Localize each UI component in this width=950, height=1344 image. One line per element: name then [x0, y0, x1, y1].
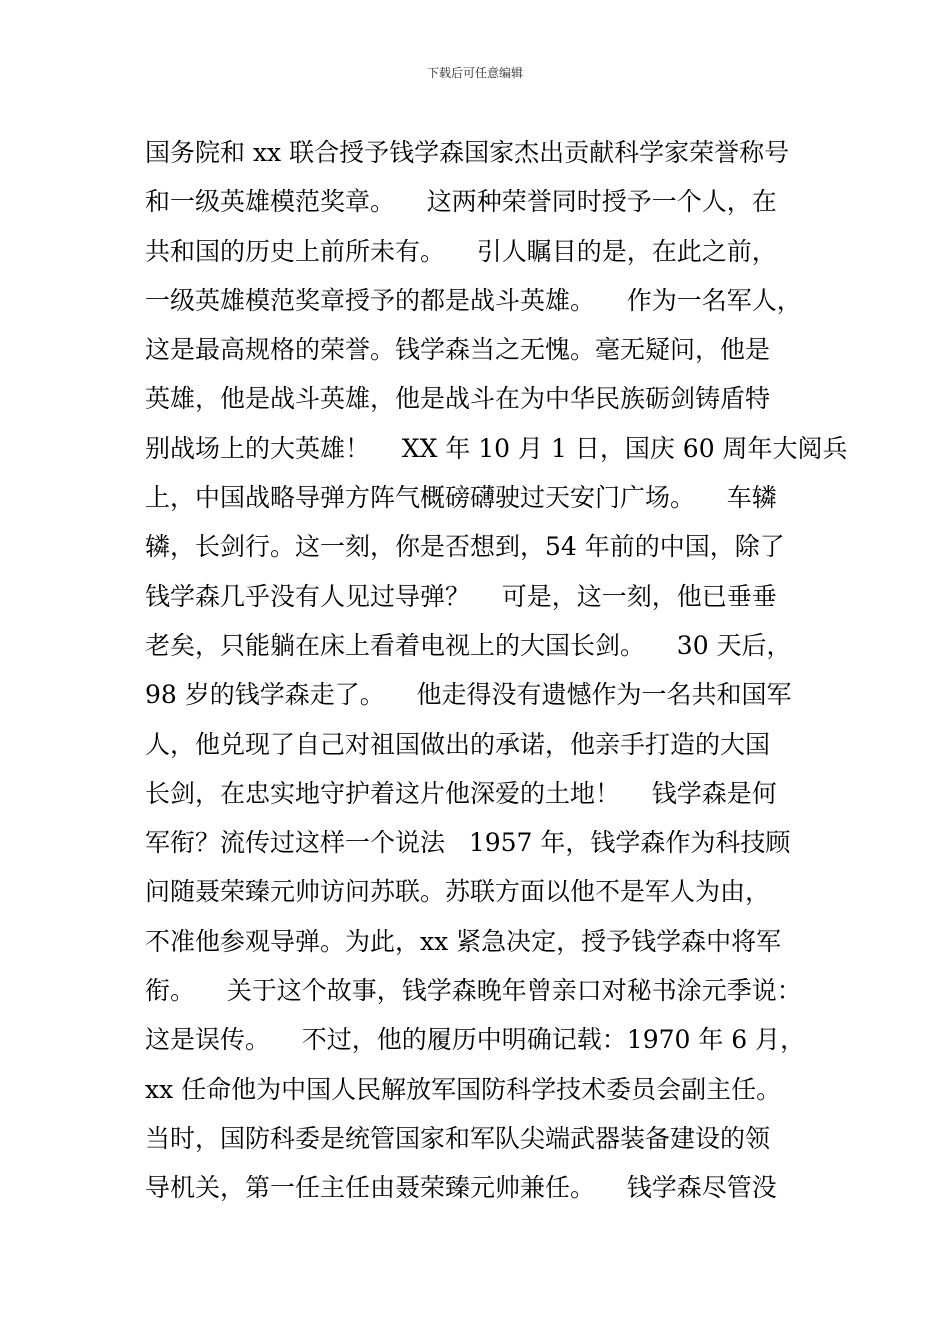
text-line: xx 任命他为中国人民解放军国防科学技术委员会副主任。: [145, 1074, 782, 1104]
text-line: 这是最高规格的荣誉。钱学森当之无愧。毫无疑问，他是: [145, 335, 771, 365]
text-line: 国务院和 xx 联合授予钱学森国家杰出贡献科学家荣誉称号: [145, 138, 790, 167]
text-line: 一级英雄模范奖章授予的都是战斗英雄。 作为一名军人，: [145, 285, 802, 315]
text-line: 军衔？流传过这样一个说法 1957 年，钱学森作为科技顾: [145, 828, 791, 858]
text-line: 辚，长剑行。这一刻，你是否想到，54 年前的中国，除了: [145, 532, 785, 562]
text-line: 导机关，第一任主任由聂荣臻元帅兼任。 钱学森尽管没: [145, 1173, 777, 1203]
text-line: 问随聂荣臻元帅访问苏联。苏联方面以他不是军人为由，: [145, 877, 771, 907]
text-line: 不准他参观导弹。为此，xx 紧急决定，授予钱学森中将军: [145, 926, 782, 956]
text-line: 英雄，他是战斗英雄，他是战斗在为中华民族砺剑铸盾特: [145, 384, 771, 414]
page-header: 下载后可任意编辑: [426, 66, 523, 80]
text-line: 当时，国防科委是统管国家和军队尖端武器装备建设的领: [145, 1123, 771, 1153]
text-line: 老矣，只能躺在床上看着电视上的大国长剑。 30 天后，: [145, 630, 792, 660]
text-line: 钱学森几乎没有人见过导弹？ 可是，这一刻，他已垂垂: [145, 581, 777, 611]
text-line: 上，中国战略导弹方阵气概磅礴驶过天安门广场。 车辚: [145, 483, 777, 513]
text-line: 和一级英雄模范奖章。 这两种荣誉同时授予一个人，在: [145, 187, 777, 217]
text-line: 这是误传。 不过，他的履历中明确记载：1970 年 6 月，: [145, 1025, 806, 1055]
document-body: [145, 128, 848, 1213]
text-line: 衔。 关于这个故事，钱学森晚年曾亲口对秘书涂元季说：: [145, 976, 802, 1006]
text-line: 共和国的历史上前所未有。 引人瞩目的是，在此之前，: [145, 236, 777, 266]
text-line: 别战场上的大英雄！ XX 年 10 月 1 日，国庆 60 周年大阅兵: [145, 433, 848, 463]
text-line: 人，他兑现了自己对祖国做出的承诺，他亲手打造的大国: [145, 729, 771, 759]
text-line: 98 岁的钱学森走了。 他走得没有遗憾作为一名共和国军: [145, 680, 792, 710]
text-line: 长剑，在忠实地守护着这片他深爱的土地！ 钱学森是何: [145, 778, 777, 808]
